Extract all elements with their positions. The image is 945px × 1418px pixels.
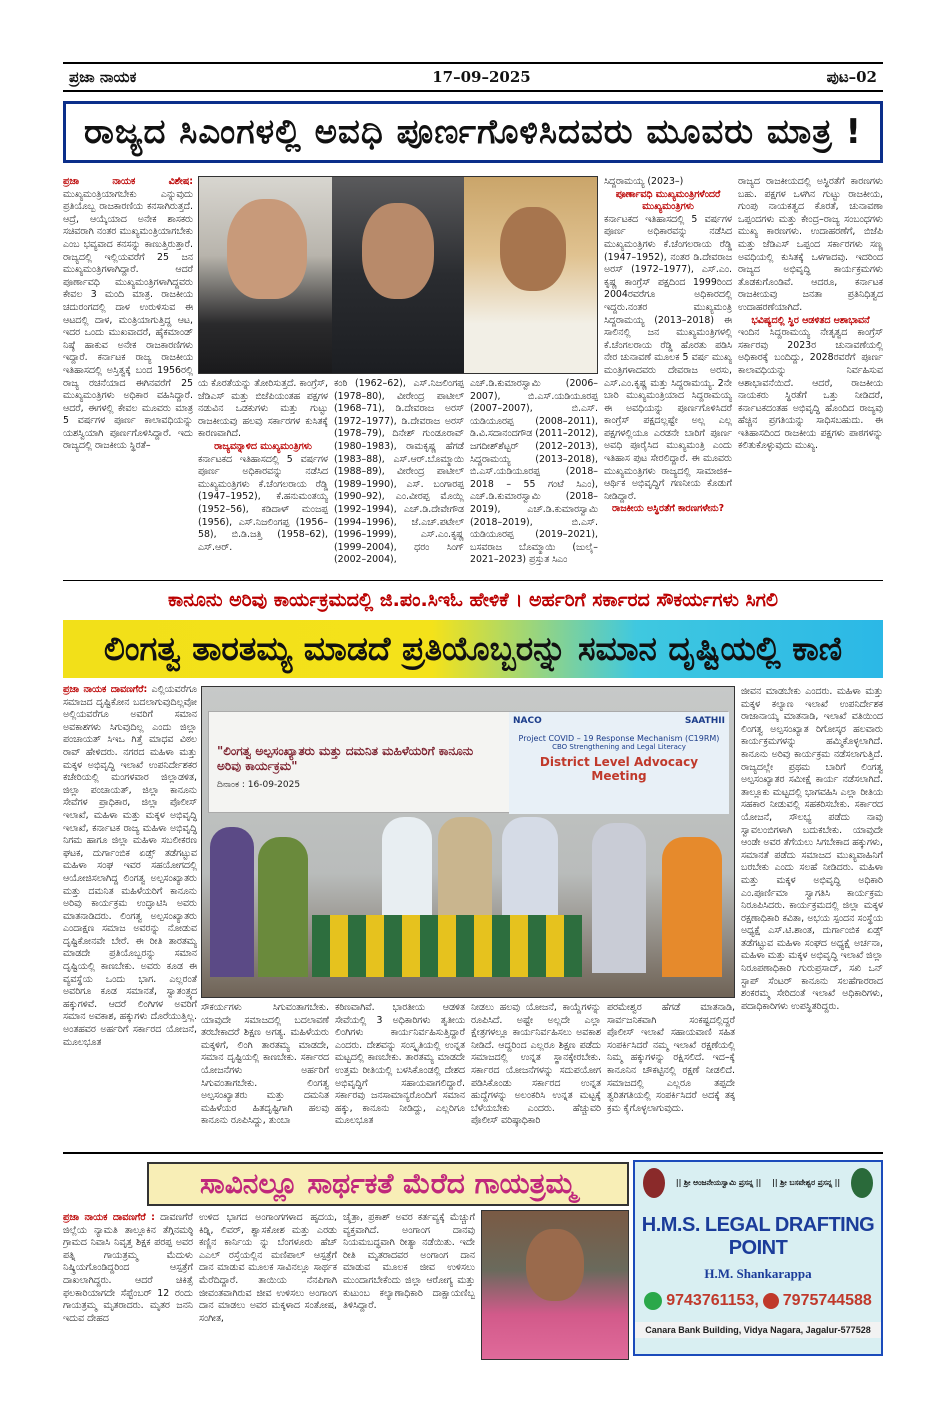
story3-column-3 xyxy=(343,1212,475,1360)
story1-column-3 xyxy=(334,378,464,574)
banner-kannada-title: "ಲಿಂಗತ್ವ ಅಲ್ಪಸಂಖ್ಯಾತರು ಮತ್ತು ದಮನಿತ ಮಹಿಳೆಯರಿಗೆ ಕಾನೂನು ಅರಿವು ಕಾರ್ಯಕ್ರಮ" xyxy=(217,744,474,773)
story3-column-1 xyxy=(63,1212,193,1360)
ad-blessing-left: || ಶ್ರೀ ಆಂಜನೇಯಸ್ವಾಮಿ ಪ್ರಸನ್ನ || xyxy=(675,1178,762,1187)
ad-phone-2: 7975744588 xyxy=(782,1292,872,1309)
story1-column-6 xyxy=(738,176,883,574)
story1-column-2 xyxy=(198,378,328,574)
event-banner xyxy=(208,711,728,813)
story2-col4-text: ನೀಡಲು ಹಲವು ಯೋಜನೆ, ಕಾಯ್ದೆಗಳನ್ನು ರೂಪಿಸಿದೆ. ಅಷ್ಟೇ ಅಲ್ಲದೇ ಎಲ್ಲಾ ಕ್ಷೇತ್ರಗಳಲ್ಲೂ ಕಾರ್ಯನಿರ್ವಹಿಸಲು ಅವಕಾಶ ನೀಡಿದೆ. ಆದ್ದರಿಂದ ಎಲ್ಲರೂ ಶಿಕ್ಷಣ ಪಡೆದು ಸಮಾಜದಲ್ಲಿ ಉನ್ನತ ಸ್ಥಾನಕ್ಕೇರಬೇಕು. ಸರ್ಕಾರದ ಯೋಜನೆಗಳನ್ನು ಸದುಪಯೋಗ ಪಡಿಸಿಕೊಂಡು ಸರ್ಕಾರದ ಉನ್ನತ ಹುದ್ದೆಗಳನ್ನು ಅಲಂಕರಿಸಿ ಉನ್ನತ ಮಟ್ಟಕ್ಕೆ ಬೆಳೆಯಬೇಕು ಎಂದರು. ಹೆಚ್ಚುವರಿ ಪೊಲೀಸ್ ವರಿಷ್ಠಾಧಿಕಾರಿ xyxy=(471,1002,601,1127)
cm-photos xyxy=(198,176,598,374)
org-saathii: SAATHII xyxy=(684,716,725,726)
banner-main: District Level Advocacy Meeting xyxy=(539,755,699,783)
story1-column-4 xyxy=(470,378,598,574)
story2-col2-text: ಸೌಕರ್ಯಗಳು ಸಿಗುವಂತಾಗಬೇಕು. ಯಾವುದೇ ಸಮಾಜದಲ್ಲಿ ಬದಲಾವಣೆ ತರಬೇಕಾದರೆ ಶಿಕ್ಷಣ ಅಗತ್ಯ. ಮಹಿಳೆಯರು ಮಕ್ಕಳಿಗೆ, ಲಿಂಗಿ ತಾರತಮ್ಯ ಮಾಡದೇ, ಸಮಾನ ದೃಷ್ಟಿಯಲ್ಲಿ ಕಾಣಬೇಕು. ಸರ್ಕಾರದ ಯೋಜನೆಗಳು ಅರ್ಹರಿಗೆ ಸಿಗುವಂತಾಗಬೇಕು. ಲಿಂಗತ್ವ ಅಲ್ಪಸಂಖ್ಯಾತರು ಮತ್ತು ದಮನಿತ ಮಹಿಳೆಯರ ಹಿತದೃಷ್ಟಿಗಾಗಿ ಹಲವು ಕಾನೂನು ರೂಪಿಸಿದ್ದು, ತುಂಬಾ xyxy=(201,1002,329,1127)
banner-date: ದಿನಾಂಕ : 16-09-2025 xyxy=(217,780,301,790)
story1-col1-text: ಮುಖ್ಯಮಂತ್ರಿಯಾಗಬೇಕು ಎನ್ನುವುದು ಪ್ರತಿಯೊಬ್ಬ ರಾಜಕಾರಣಿಯ ಕನಸಾಗಿರುತ್ತದೆ. ಆದ್ರೆ, ಆಯ್ಕೆಯಾದ ಅನೇಕ ಶಾಸಕರು ಸಚಿವರಾಗಿ ನಂತರ ಮುಖ್ಯಮಂತ್ರಿಯಾಗಬೇಕು ಎಂಬ ಭವ್ಯವಾದ ಕನಸನ್ನು ಕಾಣುತ್ತಿರುತ್ತಾರೆ. ರಾಜ್ಯದಲ್ಲಿ ಇಲ್ಲಿಯವರೆಗೆ 25 ಜನ ಮುಖ್ಯಮಂತ್ರಿಗಳಾಗಿದ್ದಾರೆ. ಆದರೆ ಪೂರ್ಣಾವಧಿ ಮುಖ್ಯಮಂತ್ರಿಗಳಾಗಿದ್ದವರು ಕೇವಲ 3 ಮಂದಿ ಮಾತ್ರ. ರಾಜಕೀಯ ಚದುರಂಗದಲ್ಲಿ ದಾಳ ಉರುಳಿಸುವ ಈ ಆಟದಲ್ಲಿ ದಾಳ, ಮಂತ್ರಿಯಾಗುತ್ತಿದ್ದ ಆಟ, ಇದರ ಒಂದು ಮುಖವಾದರೆ, ಹೈಕಮಾಂಡ್ ನಿಷ್ಠೆ ಹಾಕುವ ಅನೇಕ ರಾಜಕಾರಣಿಗಳು ಇದ್ದಾರೆ. ಕರ್ನಾಟಕ ರಾಜ್ಯ ರಾಜಕೀಯ ಇತಿಹಾಸದಲ್ಲಿ ಅಸ್ತಿತ್ವಕ್ಕೆ ಬಂದ 1956ರಲ್ಲಿ ರಾಜ್ಯ ರಚನೆಯಾದ ಈಗಿನವರೆಗೆ 25 ಮುಖ್ಯಮಂತ್ರಿಗಳು ಅಧಿಕಾರ ವಹಿಸಿದ್ದಾರೆ. ಆದರೆ, ಈಗಳಲ್ಲಿ ಕೇವಲ ಮೂವರು ಮಾತ್ರ 5 ವರ್ಷಗಳ ಪೂರ್ಣ ಕಾಲಾವಧಿಯನ್ನು ಯಶಸ್ವಿಯಾಗಿ ಪೂರ್ಣಗೊಳಿಸಿದ್ದಾರೆ. ಇದು ರಾಜ್ಯದಲ್ಲಿ ರಾಜಕೀಯ ಸ್ಥಿರತೆ– xyxy=(63,188,193,452)
ad-phone-1: 9743761153, xyxy=(666,1292,759,1309)
banner-right xyxy=(509,712,729,814)
story1-col5b-text: ಕರ್ನಾಟಕದ ಇತಿಹಾಸದಲ್ಲಿ 5 ವರ್ಷಗಳ ಪೂರ್ಣ ಅಧಿಕಾರವನ್ನು ನಡೆಸಿದ ಮುಖ್ಯಮಂತ್ರಿಗಳು ಕೆ.ಚೆಂಗಲರಾಯ ರೆಡ್ಡಿ (1947–1952), ನಂತರ ಡಿ.ದೇವರಾಜ ಅರಸ್ (1972–1977), ಎಸ್.ಎಂ. ಕೃಷ್ಣ ಕಾಂಗ್ರೆಸ್ ಪಕ್ಷದಿಂದ 1999ರಿಂದ 2004ರವರೆಗೂ ಅಧಿಕಾರದಲ್ಲಿ ಇದ್ದರು.ನಂತರ ಮುಖ್ಯಮಂತ್ರಿ ಸಿದ್ದರಾಮಯ್ಯ (2013–2018) ಈ ಸಾಲಿನಲ್ಲಿ ಜನ ಮುಖ್ಯಮಂತ್ರಿಗಳಲ್ಲಿ ಕೆ.ಚೆಂಗಲರಾಯ ರೆಡ್ಡಿ ಹೊರತು ಪಡಿಸಿ ನೇರ ಚುನಾವಣೆ ಮೂಲಕ 5 ವರ್ಷ ಮುಖ್ಯ ಮಂತ್ರಿಗಳಾದವರು ದೇವರಾಜ ಅರಸು, ಎಸ್.ಎಂ.ಕೃಷ್ಣ ಮತ್ತು ಸಿದ್ದರಾಮಯ್ಯ. 2ನೇ ಬಾರಿ ಮುಖ್ಯಮಂತ್ರಿಯಾದ ಸಿದ್ದರಾಮಯ್ಯ ಈ ಅವಧಿಯನ್ನು ಪೂರ್ಣಗೊಳಿಸಿದರೆ ಕಾಂಗ್ರೆಸ್ ಪಕ್ಷದಲ್ಲಷ್ಟೇ ಅಲ್ಲ ಎಲ್ಲ ಪಕ್ಷಗಳಲ್ಲಿಯೂ ಎರಡನೇ ಬಾರಿಗೆ ಪೂರ್ಣ ಅವಧಿ ಪೂರೈಸಿದ ಮುಖ್ಯಮಂತ್ರಿ ಎಂದು ಇತಿಹಾಸ ಪುಟ ಸೇರಲಿದ್ದಾರೆ. ಈ ಮೂವರು ಮುಖ್ಯಮಂತ್ರಿಗಳು ರಾಜ್ಯದಲ್ಲಿ ಸಾಮಾಜಿಕ–ಆರ್ಥಿಕ ಅಭಿವೃದ್ಧಿಗೆ ಗಣನೀಯ ಕೊಡುಗೆ ನೀಡಿದ್ದಾರೆ. xyxy=(604,213,732,502)
story1-col5a-text: ಸಿದ್ದರಾಮಯ್ಯ (2023–) xyxy=(604,176,684,187)
story3-col2-text: ಉಳಿದ ಭಾಗದ ಅಂಗಾಂಗಗಳಾದ ಹೃದಯ, ಕಿಡ್ನಿ, ಲಿವರ್, ಶ್ವಾಸಕೋಶ ಮತ್ತು ಎರಡು ಕಣ್ಣಿನ ಕಾರ್ನಿಯ ನ್ನು ಬೆಂಗಳೂರು ಹೆಚ್ ಎಎಲ್ ರಸ್ತೆಯಲ್ಲಿನ ಮಣಿಪಾಲ್ ಆಸ್ಪತ್ರೆಗೆ ದಾನ ಮಾಡುವ ಮೂಲಕ ಸಾವಿನಲ್ಲೂ ಸಾರ್ಥಕ ಮೆರೆದಿದ್ದಾರೆ. ತಾಯಿಯ ನೆನಪಿಗಾಗಿ ಜೀವಂತವಾಗಿರುವ ಜೀವ ಉಳಿಸಲು ಅಂಗಾಂಗ ದಾನ ಮಾಡಲು ಅವರ ಮಕ್ಕಳಾದ ಸಂತೋಷ, ಸಂಗೀತ, xyxy=(199,1212,337,1324)
story2-column-5 xyxy=(607,1002,735,1144)
masthead xyxy=(63,62,883,92)
story1-byline: ಪ್ರಜಾ ನಾಯಕ ವಿಶೇಷ: xyxy=(63,176,193,187)
story2-col3-text: ಕಠಿಣವಾಗಿವೆ. ಭಾರತೀಯ ಆಡಳಿತ ಸೇವೆಯಲ್ಲಿ 3 ಅಧಿಕಾರಿಗಳು ತೃತೀಯ ಲಿಂಗಿಗಳು ಕಾರ್ಯನಿರ್ವಹಿಸುತ್ತಿದ್ದಾರೆ ಎಂದರು. ದೇಶವನ್ನು ಸಂಸ್ಕೃತಿಯಲ್ಲಿ ಉನ್ನತ ಮಟ್ಟದಲ್ಲಿ ಕಾಣಬೇಕು. ತಾರತಮ್ಯ ಮಾಡದೇ ಉತ್ತಮ ರೀತಿಯಲ್ಲಿ ಬಳಸಿಕೊಂಡಲ್ಲಿ ದೇಶದ ಅಭಿವೃದ್ಧಿಗೆ ಸಹಾಯವಾಗಲಿದ್ದಾರೆ. ಸರ್ಕಾರವು ಜನಸಾಮಾನ್ಯರೊಂದಿಗೆ ಸಮಾನ ಹಕ್ಕು, ಕಾನೂನು ನೀಡಿದ್ದು, ಎಲ್ಲರಿಗೂ ಮೂಲಭೂತ xyxy=(335,1002,465,1127)
ad-blessing-right: || ಶ್ರೀ ಬಸವೇಶ್ವರ ಪ್ರಸನ್ನ || xyxy=(772,1178,841,1187)
story2-col6-text: ಜೀವನ ಮಾಡಬೇಕು ಎಂದರು. ಮಹಿಳಾ ಮತ್ತು ಮಕ್ಕಳ ಕಲ್ಯಾಣ ಇಲಾಖೆ ಉಪನಿರ್ದೇಶಕ ರಾಜಾನಾಯ್ಕ ಮಾತನಾಡಿ, ಇಲಾಖೆ ವತಿಯಿಂದ ಲಿಂಗತ್ವ ಅಲ್ಪಸಂಖ್ಯಾತ ರಿಗೋಸ್ಕರ ಹಲವಾರು ಕಾರ್ಯಕ್ರಮಗಳನ್ನು ಹಮ್ಮಿಕೊಳ್ಳಲಾಗಿದೆ. ಕಾನೂನು ಅರಿವು ಕಾರ್ಯಕ್ರಮ ನಡೆಸಲಾಗುತ್ತಿದೆ. ರಾಜ್ಯದಲ್ಲೇ ಪ್ರಥಮ ಬಾರಿಗೆ ಲಿಂಗತ್ವ ಅಲ್ಪಸಂಖ್ಯಾತರ ಸಮೀಕ್ಷೆ ಕಾರ್ಯ ನಡೆಸಲಾಗಿದೆ. ತಾಲ್ಲೂಕು ಮಟ್ಟದಲ್ಲಿ ಭಾಗವಹಿಸಿ ಎಲ್ಲಾ ರೀತಿಯ ಸಹಕಾರ ನೀಡುವಲ್ಲಿ ಸಹಕರಿಸಬೇಕು. ಸರ್ಕಾರದ ಯೋಜನೆ, ಸೌಲಭ್ಯ ಪಡೆದು ನಾವು ಸ್ವಾವಲಂಬಿಗಳಾಗಿ ಬದುಕಬೇಕು. ಯಾವುದೇ ಆಂಡೇ ಅವರ ತೆಗೆಯಲು ಸಿಗಬೇಕಾದ ಹಕ್ಕುಗಳು, ಸಮಾನತೆ ಪಡೆದು ಸಮಾಜದ ಮುಖ್ಯವಾಹಿನಿಗೆ ಬರಬೇಕು ಎಂದು ಸಲಹೆ ನೀಡಿದರು. ಮಹಿಳಾ ಮತ್ತು ಮಕ್ಕಳ ಅಭಿವೃದ್ಧಿ ಅಧಿಕಾರಿ ಎಂ.ಪೂರ್ಣಿಮಾ ಸ್ವಾಗತಿಸಿ ಕಾರ್ಯಕ್ರಮ ನಿರೂಪಿಸಿದರು. ಕಾರ್ಯಕ್ರಮದಲ್ಲಿ ಜಿಲ್ಲಾ ಮಕ್ಕಳ ರಕ್ಷಣಾಧಿಕಾರಿ ಕವಿತಾ, ಅಭಯ ಸ್ಪಂದನ ಸಂಸ್ಥೆಯ ಅಧ್ಯಕ್ಷೆ ಎಸ್.ಟಿ.ಶಾಂತ, ದುರ್ಗಾಂಬಿಕ ಏಡ್ಸ್ ತಡೆಗಟ್ಟುವ ಮಹಿಳಾ ಸಂಘದ ಅಧ್ಯಕ್ಷೆ ಅರ್ಚನಾ, ಮಹಿಳಾ ಮತ್ತು ಮಕ್ಕಳ ಅಭಿವೃದ್ಧಿ ಇಲಾಖೆ ಜಿಲ್ಲಾ ನಿರೂಪಣಾಧಿಕಾರಿ ಗುರುಪ್ರಸಾದ್, ಸಖಿ ಒನ್ ಸ್ಟಾಪ್ ಸೆಂಟರ್ ಕಾನೂನು ಸಲಹೆಗಾರರಾದ ಶಂಕರಮ್ಮ ಸೇರಿದಂತೆ ಇಲಾಖೆ ಅಧಿಕಾರಿಗಳು, ಪದಾಧಿಕಾರಿಗಳು ಉಪಸ್ಥಿತರಿದ್ದರು. xyxy=(741,686,883,1012)
story1-col6b-text: ಇಂದಿನ ಸಿದ್ದರಾಮಯ್ಯ ನೇತೃತ್ವದ ಕಾಂಗ್ರೆಸ್ ಸರ್ಕಾರವು 2023ರ ಚುನಾವಣೆಯಲ್ಲಿ ಅಧಿಕಾರಕ್ಕೆ ಬಂದಿದ್ದು, 2028ರವರೆಗೆ ಪೂರ್ಣ ಕಾಲಾವಧಿಯನ್ನು ನಿರ್ವಹಿಸುವ ಆಶಾಭಾವನೆಯಿದೆ. ಆದರೆ, ರಾಜಕೀಯ ನಾಯಕರು ಸ್ಥಿರತೆಗೆ ಒತ್ತು ನೀಡಿದರೆ, ಕರ್ನಾಟಕದಂತಹ ಅಭಿವೃದ್ಧಿ ಹೊಂದಿದ ರಾಜ್ಯವು ಹೆಚ್ಚಿನ ಪ್ರಗತಿಯನ್ನು ಸಾಧಿಸಬಹುದು. ಈ ಇತಿಹಾಸದಿಂದ ರಾಜಕೀಯ ಪಕ್ಷಗಳು ಪಾಠಗಳನ್ನು ಕಲಿತುಕೊಳ್ಳುವುದು ಮುಖ್ಯ. xyxy=(738,327,883,452)
story1-column-5 xyxy=(604,176,732,574)
banner-subtitle: CBO Strengthening and Legal Literacy xyxy=(552,743,686,751)
photo-cm-3 xyxy=(464,177,597,373)
story1-col6a-text: ರಾಜ್ಯದ ರಾಜಕೀಯದಲ್ಲಿ ಅಸ್ಥಿರತೆಗೆ ಕಾರಣಗಳು ಬಹು. ಪಕ್ಷಗಳ ಒಳಗಿನ ಗುಟ್ಟು ರಾಜಕೀಯ, ಗುಂಪು ನಾಯಕತ್ವದ ಕೊರತೆ, ಚುನಾವಣಾ ಒಪ್ಪಂದಗಳು ಮತ್ತು ಕೇಂದ್ರ–ರಾಜ್ಯ ಸಂಬಂಧಗಳು ಮುಖ್ಯ ಕಾರಣಗಳು. ಉದಾಹರಣೆಗೆ, ಬಿಜೆಪಿ ಮತ್ತು ಜೆಡಿಎಸ್ ಒಪ್ಪಂದ ಸರ್ಕಾರಗಳು ಸಣ್ಣ ಅವಧಿಯಲ್ಲಿ ಕುಸಿತಕ್ಕೆ ಒಳಗಾದವು. ಇದರಿಂದ ರಾಜ್ಯದ ಅಭಿವೃದ್ಧಿ ಕಾರ್ಯಕ್ರಮಗಳು ತೊಡಕುಗೊಂಡಿವೆ. ಆದರೂ, ಕರ್ನಾಟಕ ರಾಜಕೀಯವು ಜನತಾ ಪ್ರತಿನಿಧಿತ್ವದ ಉದಾಹರಣೆಯಾಗಿದೆ. xyxy=(738,176,883,313)
story1-col3-text: ಕಂಠಿ (1962–62), ಎಸ್.ನಿಜಲಿಂಗಪ್ಪ (1978–80), ವೀರೇಂದ್ರ ಪಾಟೀಲ್ (1968–71), ಡಿ.ದೇವರಾಜ ಅರಸ್ (1972–1977), ಡಿ.ದೇವರಾಜ ಅರಸ್ (1978–79), ದಿನೇಶ್ ಗುಂಡೂರಾವ್ (1980–1983), ರಾಮಕೃಷ್ಣ ಹೆಗಡೆ (1983–88), ಎಸ್.ಆರ್.ಬೊಮ್ಮಾಯಿ (1988–89), ವೀರೇಂದ್ರ ಪಾಟೀಲ್ (1989–1990), ಎಸ್. ಬಂಗಾರಪ್ಪ (1990–92), ಎಂ.ವೀರಪ್ಪ ಮೊಯ್ಲಿ (1992–1994), ಎಚ್.ಡಿ.ದೇವೇಗೌಡ (1994–1996), ಜೆ.ಎಚ್.ಪಟೇಲ್ (1996–1999), ಎಸ್.ಎಂ.ಕೃಷ್ಣ (1999–2004), ಧರಂ ಸಿಂಗ್ (2002–2004), xyxy=(334,378,464,566)
deity-emblem-right-icon xyxy=(851,1168,873,1198)
photo-cm-2 xyxy=(332,177,465,373)
issue-date: 17–09–2025 xyxy=(432,68,531,86)
story2-byline: ಪ್ರಜಾ ನಾಯಕ ದಾವಣಗೆರೆ: xyxy=(63,684,148,695)
story3-col1-text: ದಾವಣಗೆರೆ ಜಿಲ್ಲೆಯ ನ್ಯಾಮತಿ ತಾಲ್ಲೂಕಿನ ತೆಗ್ಗಿನಮಠ್ಠಿ ಗ್ರಾಮದ ನಿವಾಸಿ ನಿವೃತ್ತ ಶಿಕ್ಷಕ ಪರಪ್ಪ ಅವರ ಪತ್ನಿ ಗಾಯತ್ರಮ್ಮ ಮೆದುಳು ನಿಷ್ಕ್ರಿಯಗೊಂಡಿದ್ದರಿಂದ ಆಸ್ಪತ್ರೆಗೆ ದಾಖಲಾಗಿದ್ದರು. ಆದರೆ ಚಿಕಿತ್ಸೆ ಫಲಕಾರಿಯಾಗದೇ ಸೆಪ್ಟೆಂಬರ್ 12 ರಂದು ಗಾಯತ್ರಮ್ಮ ಮೃತರಾದರು. ಮೃತರ ಜನನಿ ಇದುವ ದೇಹದ xyxy=(63,1212,193,1324)
deity-emblem-left-icon xyxy=(643,1168,665,1198)
page-number: ಪುಟ–02 xyxy=(826,68,877,86)
photo-cm-1 xyxy=(199,177,332,373)
story3-column-2 xyxy=(199,1212,337,1360)
story1-subhead-3: ರಾಜಕೀಯ ಅಸ್ಥಿರತೆಗೆ ಕಾರಣಗಳೇನು? xyxy=(611,503,725,515)
story3-headline: ಸಾವಿನಲ್ಲೂ ಸಾರ್ಥಕತೆ ಮೆರೆದ ಗಾಯತ್ರಮ್ಮ xyxy=(147,1162,629,1206)
story2-column-1 xyxy=(63,684,197,1144)
story3-col3-text: ಚೈತ್ರಾ, ಪ್ರಕಾಶ್ ಅವರ ಕರ್ತವ್ಯಕ್ಕೆ ಮೆಚ್ಚುಗೆ ವ್ಯಕ್ತವಾಗಿದೆ. ಅಂಗಾಂಗ ದಾನವು ನಿಯಮಬದ್ಧವಾಗಿ ರೀತ್ಯಾ ನಡೆಯಿತು. ಇದೇ ರೀತಿ ಮೃತರಾದವರ ಅಂಗಾಂಗ ದಾನ ಮಾಡುವ ಮೂಲಕ ಜೀವ ಉಳಿಸಲು ಮುಂದಾಗಬೇಕೆಂದು ಜಿಲ್ಲಾ ಆರೋಗ್ಯ ಮತ್ತು ಕುಟುಂಬ ಕಲ್ಯಾಣಾಧಿಕಾರಿ ದಾಕ್ಷಾಯಣಿಬ್ಬ ತಿಳಿಸಿದ್ದಾರೆ. xyxy=(343,1212,475,1312)
banner-project: Project COVID – 19 Response Mechanism (C19RM) xyxy=(518,734,720,743)
story1-subhead-4: ಭವಿಷ್ಯದಲ್ಲಿ ಸ್ಥಿರ ಆಡಳಿತದ ಆಶಾಭಾವನೆ xyxy=(751,314,870,326)
org-naco: NACO xyxy=(513,716,542,726)
divider xyxy=(63,580,883,581)
story2-column-6 xyxy=(741,686,883,1144)
story2-column-4 xyxy=(471,1002,601,1144)
event-attendees xyxy=(202,817,735,997)
ad-person: H.M. Shankarappa xyxy=(704,1266,812,1281)
story1-column-1 xyxy=(63,176,193,574)
whatsapp-icon xyxy=(644,1292,662,1310)
story1-subhead-1: ರಾಜ್ಯವನ್ನಾಳಿದ ಮುಖ್ಯಮಂತ್ರಿಗಳು xyxy=(214,440,312,452)
gayathramma-photo xyxy=(481,1210,629,1360)
story1-col2b-text: ಕರ್ನಾಟಕದ ಇತಿಹಾಸದಲ್ಲಿ 5 ವರ್ಷಗಳ ಪೂರ್ಣ ಅಧಿಕಾರವನ್ನು ನಡೆಸಿದ ಮುಖ್ಯಮಂತ್ರಿಗಳು ಕೆ.ಚೆಂಗಲರಾಯ ರೆಡ್ಡಿ (1947–1952), ಕೆ.ಹನುಮಂತಯ್ಯ (1952–56), ಕಡಿದಾಳ್ ಮಂಜಪ್ಪ (1956), ಎಸ್.ನಿಜಲಿಂಗಪ್ಪ (1956–58), ಬಿ.ಡಿ.ಜತ್ತಿ (1958–62), ಎಸ್.ಆರ್. xyxy=(198,453,328,553)
story1-col4-text: ಎಚ್.ಡಿ.ಕುಮಾರಸ್ವಾಮಿ (2006–2007), ಬಿ.ಎಸ್.ಯಡಿಯೂರಪ್ಪ (2007–2007), ಬಿ.ಎಸ್. ಯಡಿಯೂರಪ್ಪ (2008–2011), ಡಿ.ವಿ.ಸದಾನಂದಗೌಡ (2011–2012), ಜಗದೀಶ್‌ಶೆಟ್ಟರ್ (2012–2013), ಸಿದ್ದರಾಮಯ್ಯ (2013–2018), ಬಿ.ಎಸ್.ಯಡಿಯೂರಪ್ಪ (2018–2018 – 55 ಗಂಟೆ ಸಿಎಂ), ಎಚ್.ಡಿ.ಕುಮಾರಸ್ವಾಮಿ (2018–2019), ಎಚ್.ಡಿ.ಕುಮಾರಸ್ವಾಮಿ (2018–2019), ಬಿ.ಎಸ್. ಯಡಿಯೂರಪ್ಪ (2019–2021), ಬಸವರಾಜ ಬೊಮ್ಮಾಯಿ (ಜುಲೈ–2021–2023) ಪ್ರಸ್ತುತ ಸಿಎಂ xyxy=(470,378,598,566)
phone-icon xyxy=(763,1293,779,1309)
banner-left xyxy=(209,712,509,814)
event-photo xyxy=(201,686,735,998)
legal-drafting-ad xyxy=(633,1160,883,1356)
story1-col2-text: ಯ ಕೊರತೆಯನ್ನು ತೋರಿಸುತ್ತದೆ. ಕಾಂಗ್ರೆಸ್, ಜೆಡಿಎಸ್ ಮತ್ತು ಬಿಜೆಪಿಯಂತಹ ಪಕ್ಷಗಳ ನಡುವಿನ ಒಡಕುಗಳು ಮತ್ತು ಗುಟ್ಟು ರಾಜಕೀಯವು ಹಲವು ಸರ್ಕಾರಗಳ ಕುಸಿತಕ್ಕೆ ಕಾರಣವಾಗಿದೆ. xyxy=(198,378,328,440)
story2-col1-text: ಎಲ್ಲಿಯವರೆಗೂ ಸಮಾಜದ ದೃಷ್ಟಿಕೋನ ಬದಲಾಗುವುದಿಲ್ಲವೋ ಅಲ್ಲಿಯವರೆಗೂ ಅವರಿಗೆ ಸಮಾನ ಅವಕಾಶಗಳು ಸಿಗುವುದಿಲ್ಲ ಎಂದು ಜಿಲ್ಲಾ ಪಂಚಾಯತ್ ಸಿಇಒ ಗಿತ್ತೆ ಮಾಧವ ವಿಠಲ ರಾವ್ ಹೇಳಿದರು. ನಗರದ ಮಹಿಳಾ ಮತ್ತು ಮಕ್ಕಳ ಅಭಿವೃದ್ಧಿ ಇಲಾಖೆ ಉಪನಿರ್ದೇಶಕರ ಕಚೇರಿಯಲ್ಲಿ ಮಂಗಳವಾರ ಜಿಲ್ಲಾಡಳಿತ, ಜಿಲ್ಲಾ ಪಂಚಾಯತ್, ಜಿಲ್ಲಾ ಕಾನೂನು ಸೇವೆಗಳ ಪ್ರಾಧಿಕಾರ, ಜಿಲ್ಲಾ ಪೊಲೀಸ್ ಇಲಾಖೆ, ಮಹಿಳಾ ಮತ್ತು ಮಕ್ಕಳ ಅಭಿವೃದ್ಧಿ ಇಲಾಖೆ, ಕರ್ನಾಟಕ ರಾಜ್ಯ ಮಹಿಳಾ ಅಭಿವೃದ್ಧಿ ನಿಗಮ ಹಾಗೂ ಜಿಲ್ಲಾ ಮಹಿಳಾ ಸಬಲೀಕರಣ ಘಟಕ, ದುರ್ಗಾಂಬಿಕ ಏಡ್ಸ್ ತಡೆಗಟ್ಟುವ ಮಹಿಳಾ ಸಂಘ ಇವರ ಸಹಯೋಗದಲ್ಲಿ ಆಯೋಜಿಸಲಾಗಿದ್ದ ಲಿಂಗತ್ವ ಅಲ್ಪಸಂಖ್ಯಾತರು ಮತ್ತು ದಮನಿತ ಮಹಿಳೆಯರಿಗೆ ಕಾನೂನು ಅರಿವು ಕಾರ್ಯಕ್ರಮ ಉದ್ಘಾಟಿಸಿ ಅವರು ಮಾತನಾಡಿದರು. ಲಿಂಗತ್ವ ಅಲ್ಪಸಂಖ್ಯಾತರು ಎಂದಾಕ್ಷಣ ಸಮಾಜ ಅವರನ್ನು ನೋಡುವ ದೃಷ್ಟಿಕೋನವೇ ಬೇರೆ. ಈ ರೀತಿ ತಾರತಮ್ಯ ಮಾಡದೇ ಪ್ರತಿಯೊಬ್ಬರನ್ನು ಸಮಾನ ದೃಷ್ಟಿಯಲ್ಲಿ ಕಾಣಬೇಕು. ಅವರು ಕೂಡ ಈ ವ್ಯವಸ್ಥೆಯ ಒಂದು ಭಾಗ. ಎಲ್ಲರಂತೆ ಅವರಿಗೂ ಕೂಡ ಸಮಾನತೆ, ಸ್ವಾತಂತ್ರ್ಯದ ಹಕ್ಕುಗಳಿವೆ. ಆದರೆ ಲಿಂಗಿಗಳ ಅವರಿಗೆ ಸಮಾನ ಅವಕಾಶ, ಹಕ್ಕುಗಳು ದೊರೆಯುತ್ತಿಲ್ಲ. ಅಂತಹವರ ಅರ್ಹರಿಗೆ ಸರ್ಕಾರದ ಯೋಜನೆ, ಮೂಲಭೂತ xyxy=(63,684,197,1048)
paper-name: ಪ್ರಜಾ ನಾಯಕ xyxy=(69,68,137,86)
ad-business-name: H.M.S. LEGAL DRAFTING POINT xyxy=(641,1214,875,1259)
divider xyxy=(63,1152,883,1154)
story2-column-3 xyxy=(335,1002,465,1144)
story3-byline: ಪ್ರಜಾ ನಾಯಕ ದಾವಣಗೆರೆ : xyxy=(63,1212,155,1223)
story2-headline: ಲಿಂಗತ್ವ ತಾರತಮ್ಯ ಮಾಡದೆ ಪ್ರತಿಯೊಬ್ಬರನ್ನು ಸಮಾನ ದೃಷ್ಟಿಯಲ್ಲಿ ಕಾಣಿ xyxy=(63,620,883,678)
story2-col5-text: ಪರಮೇಶ್ವರ ಹೆಗಡೆ ಮಾತನಾಡಿ, ಸಾರ್ವಜನಿಕವಾಗಿ ಸಂಕಷ್ಟದಲ್ಲಿದ್ದರೆ ಪೊಲೀಸ್ ಇಲಾಖೆ ಸಹಾಯವಾಣಿ ಸಹಿತ ಸಂಪರ್ಕಿಸಿದರೆ ನಮ್ಮ ಇಲಾಖೆ ರಕ್ಷಣೆಯಲ್ಲಿ ನಿಮ್ಮ ಹಕ್ಕುಗಳನ್ನು ರಕ್ಷಿಸಲಿದೆ. ಇದ–ಕ್ಕೆ ಕಾನೂನಿನ ಚೌಕಟ್ಟಿನಲ್ಲಿ ರಕ್ಷಣೆ ನೀಡಲಿದೆ. ಸಮಾಜದಲ್ಲಿ ಎಲ್ಲರೂ ತಪ್ಪದೇ ತ್ವರಿತಗತಿಯಲ್ಲಿ ಸಂಪರ್ಕಿಸಿದರೆ ಅದಕ್ಕೆ ತಕ್ಕ ಕ್ರಮ ಕೈಗೊಳ್ಳಲಾಗುವುದು. xyxy=(607,1002,735,1114)
story1-headline: ರಾಜ್ಯದ ಸಿಎಂಗಳಲ್ಲಿ ಅವಧಿ ಪೂರ್ಣಗೊಳಿಸಿದವರು ಮೂವರು ಮಾತ್ರ ! xyxy=(63,101,883,163)
story2-kicker: ಕಾನೂನು ಅರಿವು ಕಾರ್ಯಕ್ರಮದಲ್ಲಿ ಜಿ.ಪಂ.ಸಿಇಓ ಹೇಳಿಕೆ । ಅರ್ಹರಿಗೆ ಸರ್ಕಾರದ ಸೌಕರ್ಯಗಳು ಸಿಗಲಿ xyxy=(167,589,779,611)
ad-address: Canara Bank Building, Vidya Nagara, Jagalur-577528 xyxy=(635,1322,881,1338)
story1-subhead-2: ಪೂರ್ಣಾವಧಿ ಮುಖ್ಯಮಂತ್ರಿಗಳೆಂದರೆ ಮುಖ್ಯಮಂತ್ರಿಗಳು xyxy=(615,188,721,213)
story2-column-2 xyxy=(201,1002,329,1144)
